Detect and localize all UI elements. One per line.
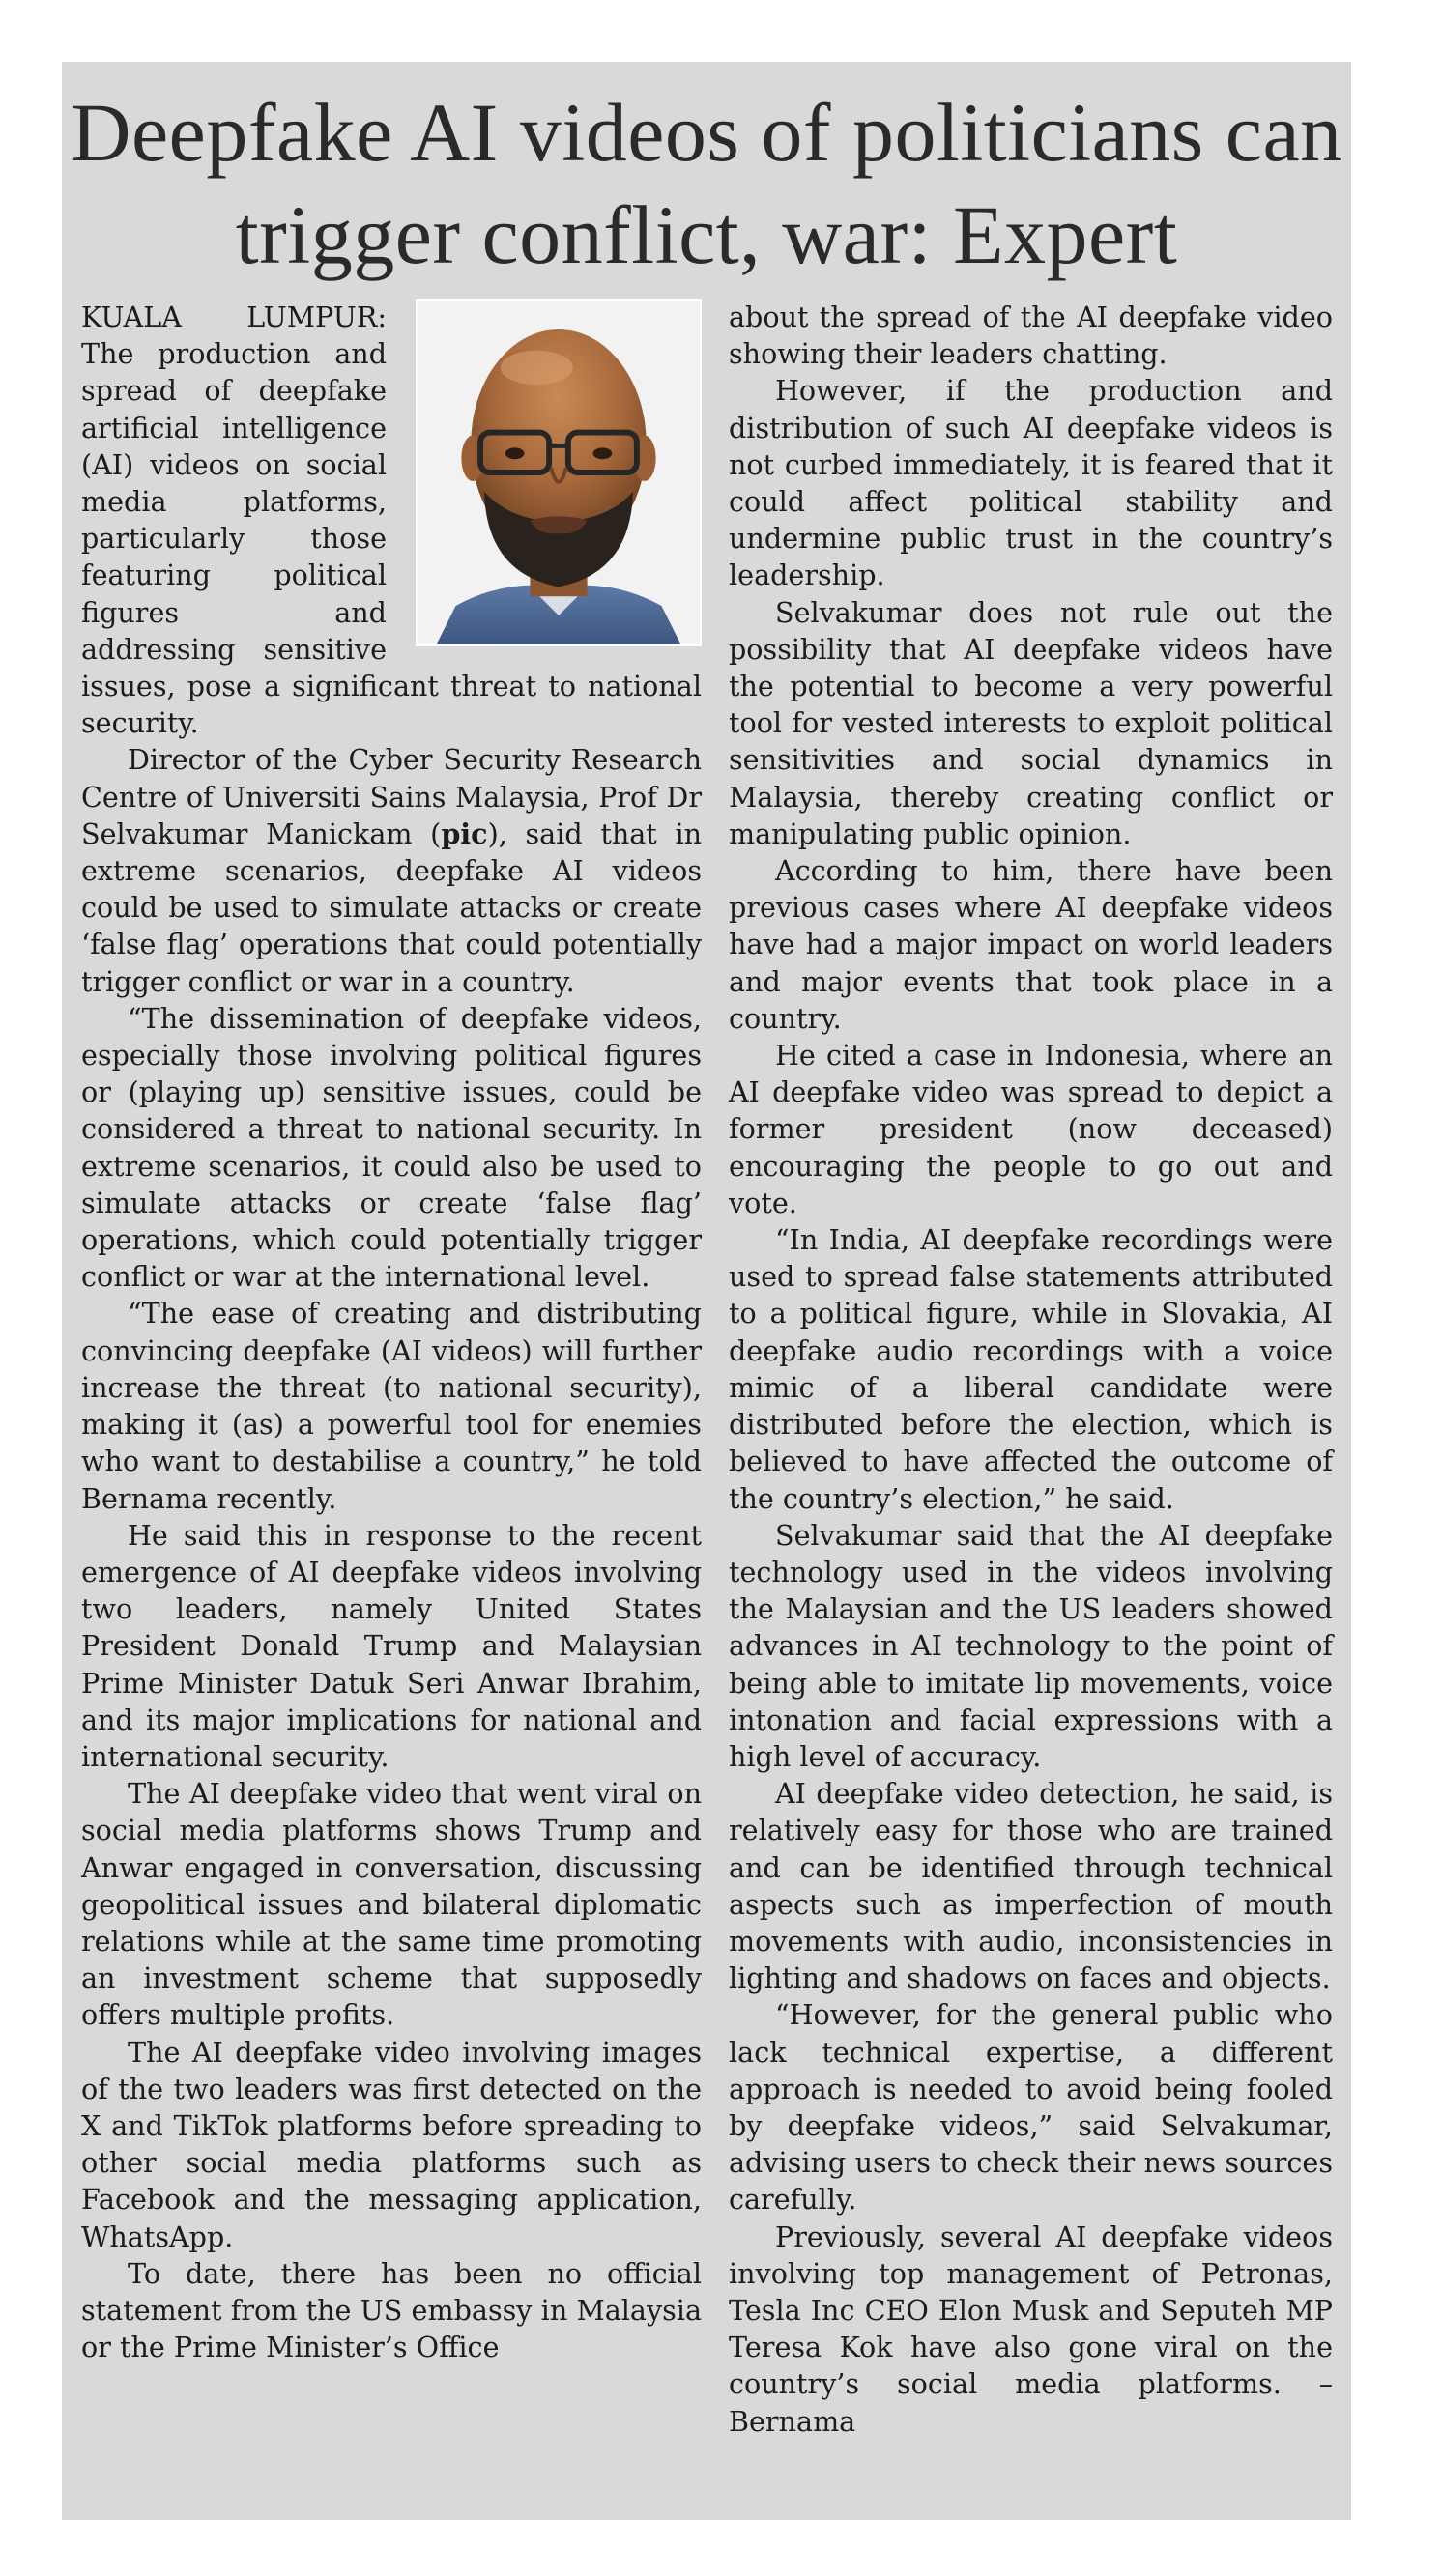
- paragraph: He cited a case in Indonesia, where an AI deepfake video was spread to depict a former president (now deceased) encouraging the people to go out and vote.: [729, 1039, 1333, 1219]
- author-photo: [416, 299, 702, 646]
- pic-marker: pic: [441, 816, 488, 850]
- paragraph: “The dissemination of deepfake videos, especially those involving political figures or (playing up) sensitive issues, could be considered a threat to national security. In extreme scenarios, it could also be used to simulate attacks or create ‘false flag’ operations, which could potentially trigger conflict or war at the international level.: [81, 1001, 702, 1294]
- paragraph: According to him, there have been previous cases where AI deepfake videos have had a major impact on world leaders and major events that took place in a country.: [729, 854, 1333, 1035]
- paragraph: However, if the production and distribution of such AI deepfake videos is not curbed immediately, it is feared that it could affect political stability and undermine public trust in the country’s leadership.: [729, 374, 1333, 592]
- paragraph: AI deepfake video detection, he said, is relatively easy for those who are trained and can be identified through technical aspects such as imperfection of mouth movements with audio, inconsistencies in lighting and shadows on faces and objects.: [729, 1777, 1333, 1995]
- paragraph: He said this in response to the recent emergence of AI deepfake videos involving two leaders, namely United States President Donald Trump and Malaysian Prime Minister Datuk Seri Anwar Ibrahim, and its major implications for national and international security.: [81, 1518, 702, 1773]
- paragraph: KUALA LUMPUR: The production and spread of deepfake artificial intelligence (AI) videos on social media platforms, particularly those featuring political figures and addressing sensitive issues, pose a significant threat to national security.: [81, 301, 702, 740]
- paragraph: about the spread of the AI deepfake video showing their leaders chatting.: [729, 301, 1333, 371]
- headline: Deepfake AI videos of politicians can trigger conflict, war: Expert: [71, 86, 1342, 281]
- paragraph: Selvakumar said that the AI deepfake technology used in the videos involving the Malaysian and the US leaders showed advances in AI technology to the point of being able to imitate lip movements, voice intonation and facial expressions with a high level of accuracy.: [729, 1518, 1333, 1773]
- paragraph: “The ease of creating and distributing convincing deepfake (AI videos) will further increase the threat (to national security), making it (as) a powerful tool for enemies who want to destabilise a country,” he told Bernama recently.: [81, 1297, 702, 1515]
- paragraph: To date, there has been no official statement from the US embassy in Malaysia or the Prime Minister’s Office: [81, 2256, 702, 2364]
- paragraph: The AI deepfake video that went viral on social media platforms shows Trump and Anwar engaged in conversation, discussing geopolitical issues and bilateral diplomatic relations while at the same time promoting an investment scheme that supposedly offers multiple profits.: [81, 1777, 702, 2032]
- right-column: [729, 299, 1333, 2440]
- paragraph: Selvakumar does not rule out the possibility that AI deepfake videos have the potential to become a very powerful tool for vested interests to exploit political sensitivities and social dynamics in Malaysia, thereby creating conflict or manipulating public opinion.: [729, 595, 1333, 850]
- newspaper-clipping: [62, 62, 1351, 2520]
- portrait-image: [418, 301, 700, 644]
- paragraph: “In India, AI deepfake recordings were used to spread false statements attributed to a political figure, while in Slovakia, AI deepfake audio recordings with a voice mimic of a liberal candidate were distributed before the election, which is believed to have affected the outcome of the country’s election,” he said.: [729, 1223, 1333, 1515]
- paragraph: Director of the Cyber Security Research Centre of Universiti Sains Malaysia, Prof Dr Selvakumar Manickam (pic), said that in extreme scenarios, deepfake AI videos could be used to simulate attacks or create ‘false flag’ operations that could potentially trigger conflict or war in a country.: [81, 743, 703, 998]
- left-column: [81, 299, 702, 2365]
- paragraph: The AI deepfake video involving images of the two leaders was first detected on the X and TikTok platforms before spreading to other social media platforms such as Facebook and the messaging application, WhatsApp.: [81, 2035, 702, 2253]
- paragraph: Previously, several AI deepfake videos involving top management of Petronas, Tesla Inc CEO Elon Musk and Seputeh MP Teresa Kok have also gone viral on the country’s social media platforms. – Bernama: [729, 2219, 1333, 2438]
- paragraph: “However, for the general public who lack technical expertise, a different approach is needed to avoid being fooled by deepfake videos,” said Selvakumar, advising users to check their news sources carefully.: [729, 1998, 1333, 2217]
